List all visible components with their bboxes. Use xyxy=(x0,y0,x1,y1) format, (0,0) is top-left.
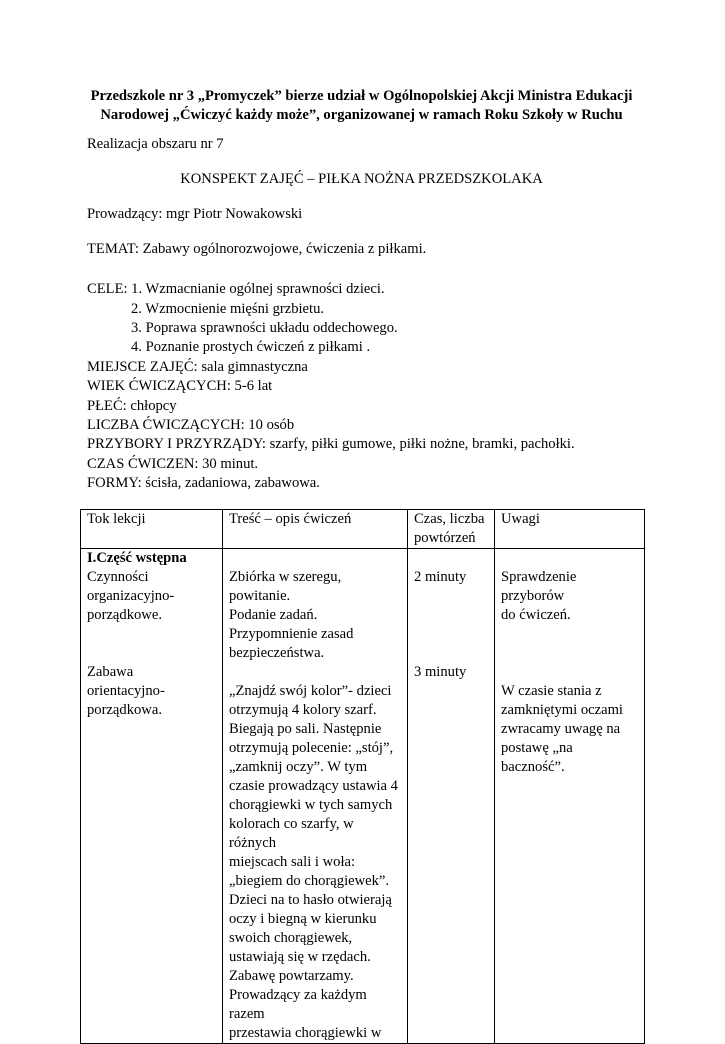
cell-tok-lekcji xyxy=(81,549,223,1044)
text-line: „biegiem do chorągiewek”. xyxy=(229,873,390,889)
text-line: organizacyjno- xyxy=(87,588,175,604)
text-line: Podanie zadań. xyxy=(229,607,318,623)
text-line: Zabawa xyxy=(87,664,134,680)
text-line: Zbiórka w szeregu, powitanie. xyxy=(229,569,342,604)
text-line: do ćwiczeń. xyxy=(501,607,571,623)
text-line: orientacyjno- xyxy=(87,683,165,699)
text-line: W czasie stania z xyxy=(501,683,602,699)
text-line: czasie prowadzący ustawia 4 xyxy=(229,778,398,794)
text-line: przestawia chorągiewki w xyxy=(229,1025,382,1041)
text-line: kolorach co szarfy, w różnych xyxy=(229,816,354,851)
text-line: ustawiają się w rzędach. xyxy=(229,949,371,965)
table-row xyxy=(81,549,645,1044)
formy-line: FORMY: ścisła, zadaniowa, zabawowa. xyxy=(87,475,320,491)
cell-czas xyxy=(408,549,495,1044)
header-uwagi: Uwagi xyxy=(495,510,645,549)
time-value: 3 minuty xyxy=(414,664,467,680)
wiek-line: WIEK ĆWICZĄCYCH: 5-6 lat xyxy=(87,378,273,394)
title-line-2: Narodowej „Ćwiczyć każdy może”, organizowanej w ramach Roku Szkoły w Ruchu xyxy=(100,107,623,123)
header-tok-lekcji: Tok lekcji xyxy=(81,510,223,549)
text-line: chorągiewki w tych samych xyxy=(229,797,393,813)
plec-line: PŁEĆ: chłopcy xyxy=(87,398,177,414)
document-title xyxy=(80,87,643,125)
cele-item: 4. Poznanie prostych ćwiczeń z piłkami . xyxy=(131,339,371,355)
text-line: Czynności xyxy=(87,569,149,585)
title-line-1: Przedszkole nr 3 „Promyczek” bierze udział w Ogólnopolskiej Akcji Ministra Edukacji xyxy=(90,88,633,104)
lesson-table xyxy=(80,509,645,1044)
text-line: Biegają po sali. Następnie xyxy=(229,721,382,737)
prowadzacy-line: Prowadzący: mgr Piotr Nowakowski xyxy=(87,206,303,222)
table-header-row xyxy=(81,510,645,549)
cele-label: CELE: 1. Wzmacnianie ogólnej sprawności dzieci. xyxy=(87,281,385,297)
text-line: zamkniętymi oczami xyxy=(501,702,623,718)
text-line: zwracamy uwagę na xyxy=(501,721,621,737)
cell-uwagi xyxy=(495,549,645,1044)
text-line: porządkowa. xyxy=(87,702,162,718)
text-line: miejscach sali i woła: xyxy=(229,854,356,870)
text-line: porządkowe. xyxy=(87,607,162,623)
text-line: swoich chorągiewek, xyxy=(229,930,353,946)
text-line: Przypomnienie zasad xyxy=(229,626,354,642)
text-line: Prowadzący za każdym razem xyxy=(229,987,367,1022)
realizacja-line: Realizacja obszaru nr 7 xyxy=(87,136,224,152)
text-line: postawę „na baczność”. xyxy=(501,740,573,775)
text-line: otrzymują polecenie: „stój”, xyxy=(229,740,394,756)
text-line: oczy i biegną w kierunku xyxy=(229,911,377,927)
temat-line: TEMAT: Zabawy ogólnorozwojowe, ćwiczenia z piłkami. xyxy=(87,241,427,257)
section-title: I.Część wstępna xyxy=(87,550,187,566)
cell-tresc xyxy=(223,549,408,1044)
cele-item: 2. Wzmocnienie mięśni grzbietu. xyxy=(131,301,325,317)
text-line: Dzieci na to hasło otwierają xyxy=(229,892,392,908)
time-value: 2 minuty xyxy=(414,569,467,585)
header-tresc: Treść – opis ćwiczeń xyxy=(223,510,408,549)
text-line: „Znajdź swój kolor”- dzieci xyxy=(229,683,392,699)
header-czas: Czas, liczba powtórzeń xyxy=(408,510,495,549)
cele-item: 3. Poprawa sprawności układu oddechowego. xyxy=(131,320,398,336)
liczba-line: LICZBA ĆWICZĄCYCH: 10 osób xyxy=(87,417,295,433)
text-line: otrzymują 4 kolory szarf. xyxy=(229,702,377,718)
text-line: bezpieczeństwa. xyxy=(229,645,325,661)
konspekt-heading: KONSPEKT ZAJĘĆ – PIŁKA NOŻNA PRZEDSZKOLAKA xyxy=(180,171,543,187)
miejsce-line: MIEJSCE ZAJĘĆ: sala gimnastyczna xyxy=(87,359,308,375)
text-line: Sprawdzenie przyborów xyxy=(501,569,577,604)
czas-line: CZAS ĆWICZEN: 30 minut. xyxy=(87,456,259,472)
text-line: „zamknij oczy”. W tym xyxy=(229,759,368,775)
text-line: Zabawę powtarzamy. xyxy=(229,968,354,984)
przybory-line: PRZYBORY I PRZYRZĄDY: szarfy, piłki gumowe, piłki nożne, bramki, pachołki. xyxy=(87,436,575,452)
